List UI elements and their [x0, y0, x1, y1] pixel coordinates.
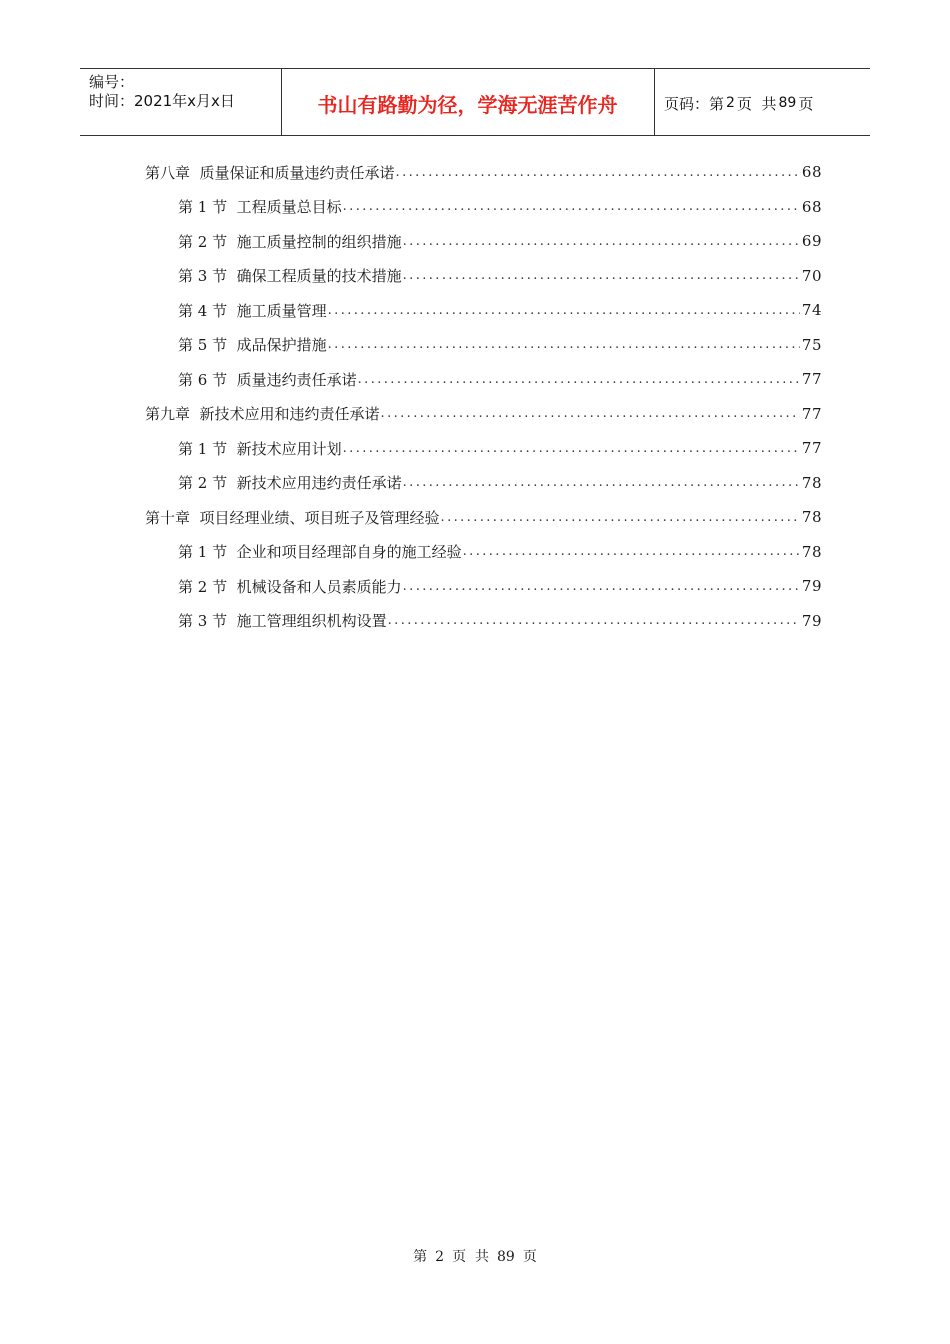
toc-leader-dots — [381, 406, 800, 421]
toc-entry[interactable] — [178, 604, 822, 638]
header-motto: 书山有路勤为径，学海无涯苦作舟 — [317, 92, 618, 117]
page-footer — [0, 1246, 950, 1266]
toc-entry[interactable] — [145, 397, 822, 431]
toc-entry-title: 第九章 新技术应用和违约责任承诺 — [145, 405, 380, 423]
date-text: 时间：2021年x月x日 — [89, 92, 235, 110]
toc-entry[interactable] — [178, 466, 822, 500]
footer-current: 2 — [435, 1249, 445, 1265]
toc-entry-page: 77 — [801, 404, 822, 423]
toc-entry-page: 78 — [801, 473, 822, 492]
toc-entry-page: 78 — [801, 508, 822, 526]
toc-leader-dots — [388, 613, 800, 628]
toc-entry-page: 78 — [801, 542, 822, 561]
toc-entry-page: 79 — [801, 577, 822, 595]
toc-leader-dots — [403, 475, 800, 490]
page-suffix: 页 — [798, 94, 814, 113]
toc-entry-title: 第 1 节 企业和项目经理部自身的施工经验 — [178, 543, 462, 561]
toc-entry-title: 第 2 节 新技术应用违约责任承诺 — [178, 474, 402, 492]
toc-entry[interactable] — [145, 155, 822, 189]
toc-entry[interactable] — [178, 224, 822, 258]
toc-entry-title: 第 3 节 施工管理组织机构设置 — [178, 612, 387, 630]
toc-leader-dots — [343, 199, 800, 214]
toc-entry[interactable] — [145, 500, 822, 534]
toc-leader-dots — [403, 234, 800, 249]
toc-entry-title: 第十章 项目经理业绩、项目班子及管理经验 — [145, 508, 440, 527]
footer-total: 89 — [497, 1249, 515, 1265]
header-meta — [89, 73, 235, 111]
footer-mid: 页 共 — [452, 1249, 489, 1265]
toc-entry[interactable] — [178, 190, 822, 224]
toc-entry-page: 79 — [801, 611, 822, 630]
header-page-info — [664, 69, 813, 135]
toc-entry-page: 69 — [801, 232, 822, 250]
toc-leader-dots — [403, 579, 800, 594]
toc-entry-title: 第 1 节 工程质量总目标 — [178, 198, 342, 216]
toc-entry[interactable] — [178, 569, 822, 603]
toc-entry-page: 77 — [801, 370, 822, 388]
toc-entry-page: 68 — [801, 163, 822, 181]
toc-leader-dots — [463, 544, 800, 559]
footer-suffix: 页 — [522, 1249, 537, 1265]
toc-leader-dots — [403, 268, 800, 283]
toc-entry[interactable] — [178, 431, 822, 465]
toc-entry-title: 第 6 节 质量违约责任承诺 — [178, 370, 357, 389]
toc-leader-dots — [358, 372, 800, 387]
serial-label: 编号： — [89, 73, 135, 91]
toc-leader-dots — [328, 337, 800, 352]
toc-entry-title: 第 5 节 成品保护措施 — [178, 336, 327, 354]
page-mid: 页 共 — [736, 94, 777, 113]
toc-entry-title: 第 1 节 新技术应用计划 — [178, 439, 342, 458]
toc-leader-dots — [343, 441, 800, 456]
toc-entry[interactable] — [178, 535, 822, 569]
toc-leader-dots — [396, 165, 800, 180]
toc-entry[interactable] — [178, 362, 822, 396]
toc-entry[interactable] — [178, 293, 822, 327]
page-prefix: 页码：第 — [664, 94, 725, 113]
toc-entry-title: 第 2 节 机械设备和人员素质能力 — [178, 577, 402, 596]
toc-entry[interactable] — [178, 328, 822, 362]
toc-entry-page: 68 — [801, 197, 822, 216]
toc-entry[interactable] — [178, 259, 822, 293]
toc-entry-page: 75 — [801, 335, 822, 354]
toc-entry-title: 第 4 节 施工质量管理 — [178, 301, 327, 320]
footer-prefix: 第 — [413, 1249, 428, 1265]
toc-entry-title: 第 2 节 施工质量控制的组织措施 — [178, 232, 402, 251]
page-total: 89 — [778, 95, 797, 111]
toc-entry-page: 70 — [801, 266, 822, 285]
toc-leader-dots — [441, 510, 800, 525]
toc-leader-dots — [328, 303, 800, 318]
page-current: 2 — [726, 95, 735, 111]
header-divider-right — [654, 69, 655, 135]
toc-entry-page: 74 — [801, 301, 822, 319]
toc-entry-page: 77 — [801, 439, 822, 457]
toc-entry-title: 第 3 节 确保工程质量的技术措施 — [178, 267, 402, 285]
toc-entry-title: 第八章 质量保证和质量违约责任承诺 — [145, 163, 395, 182]
page-header — [80, 68, 870, 136]
